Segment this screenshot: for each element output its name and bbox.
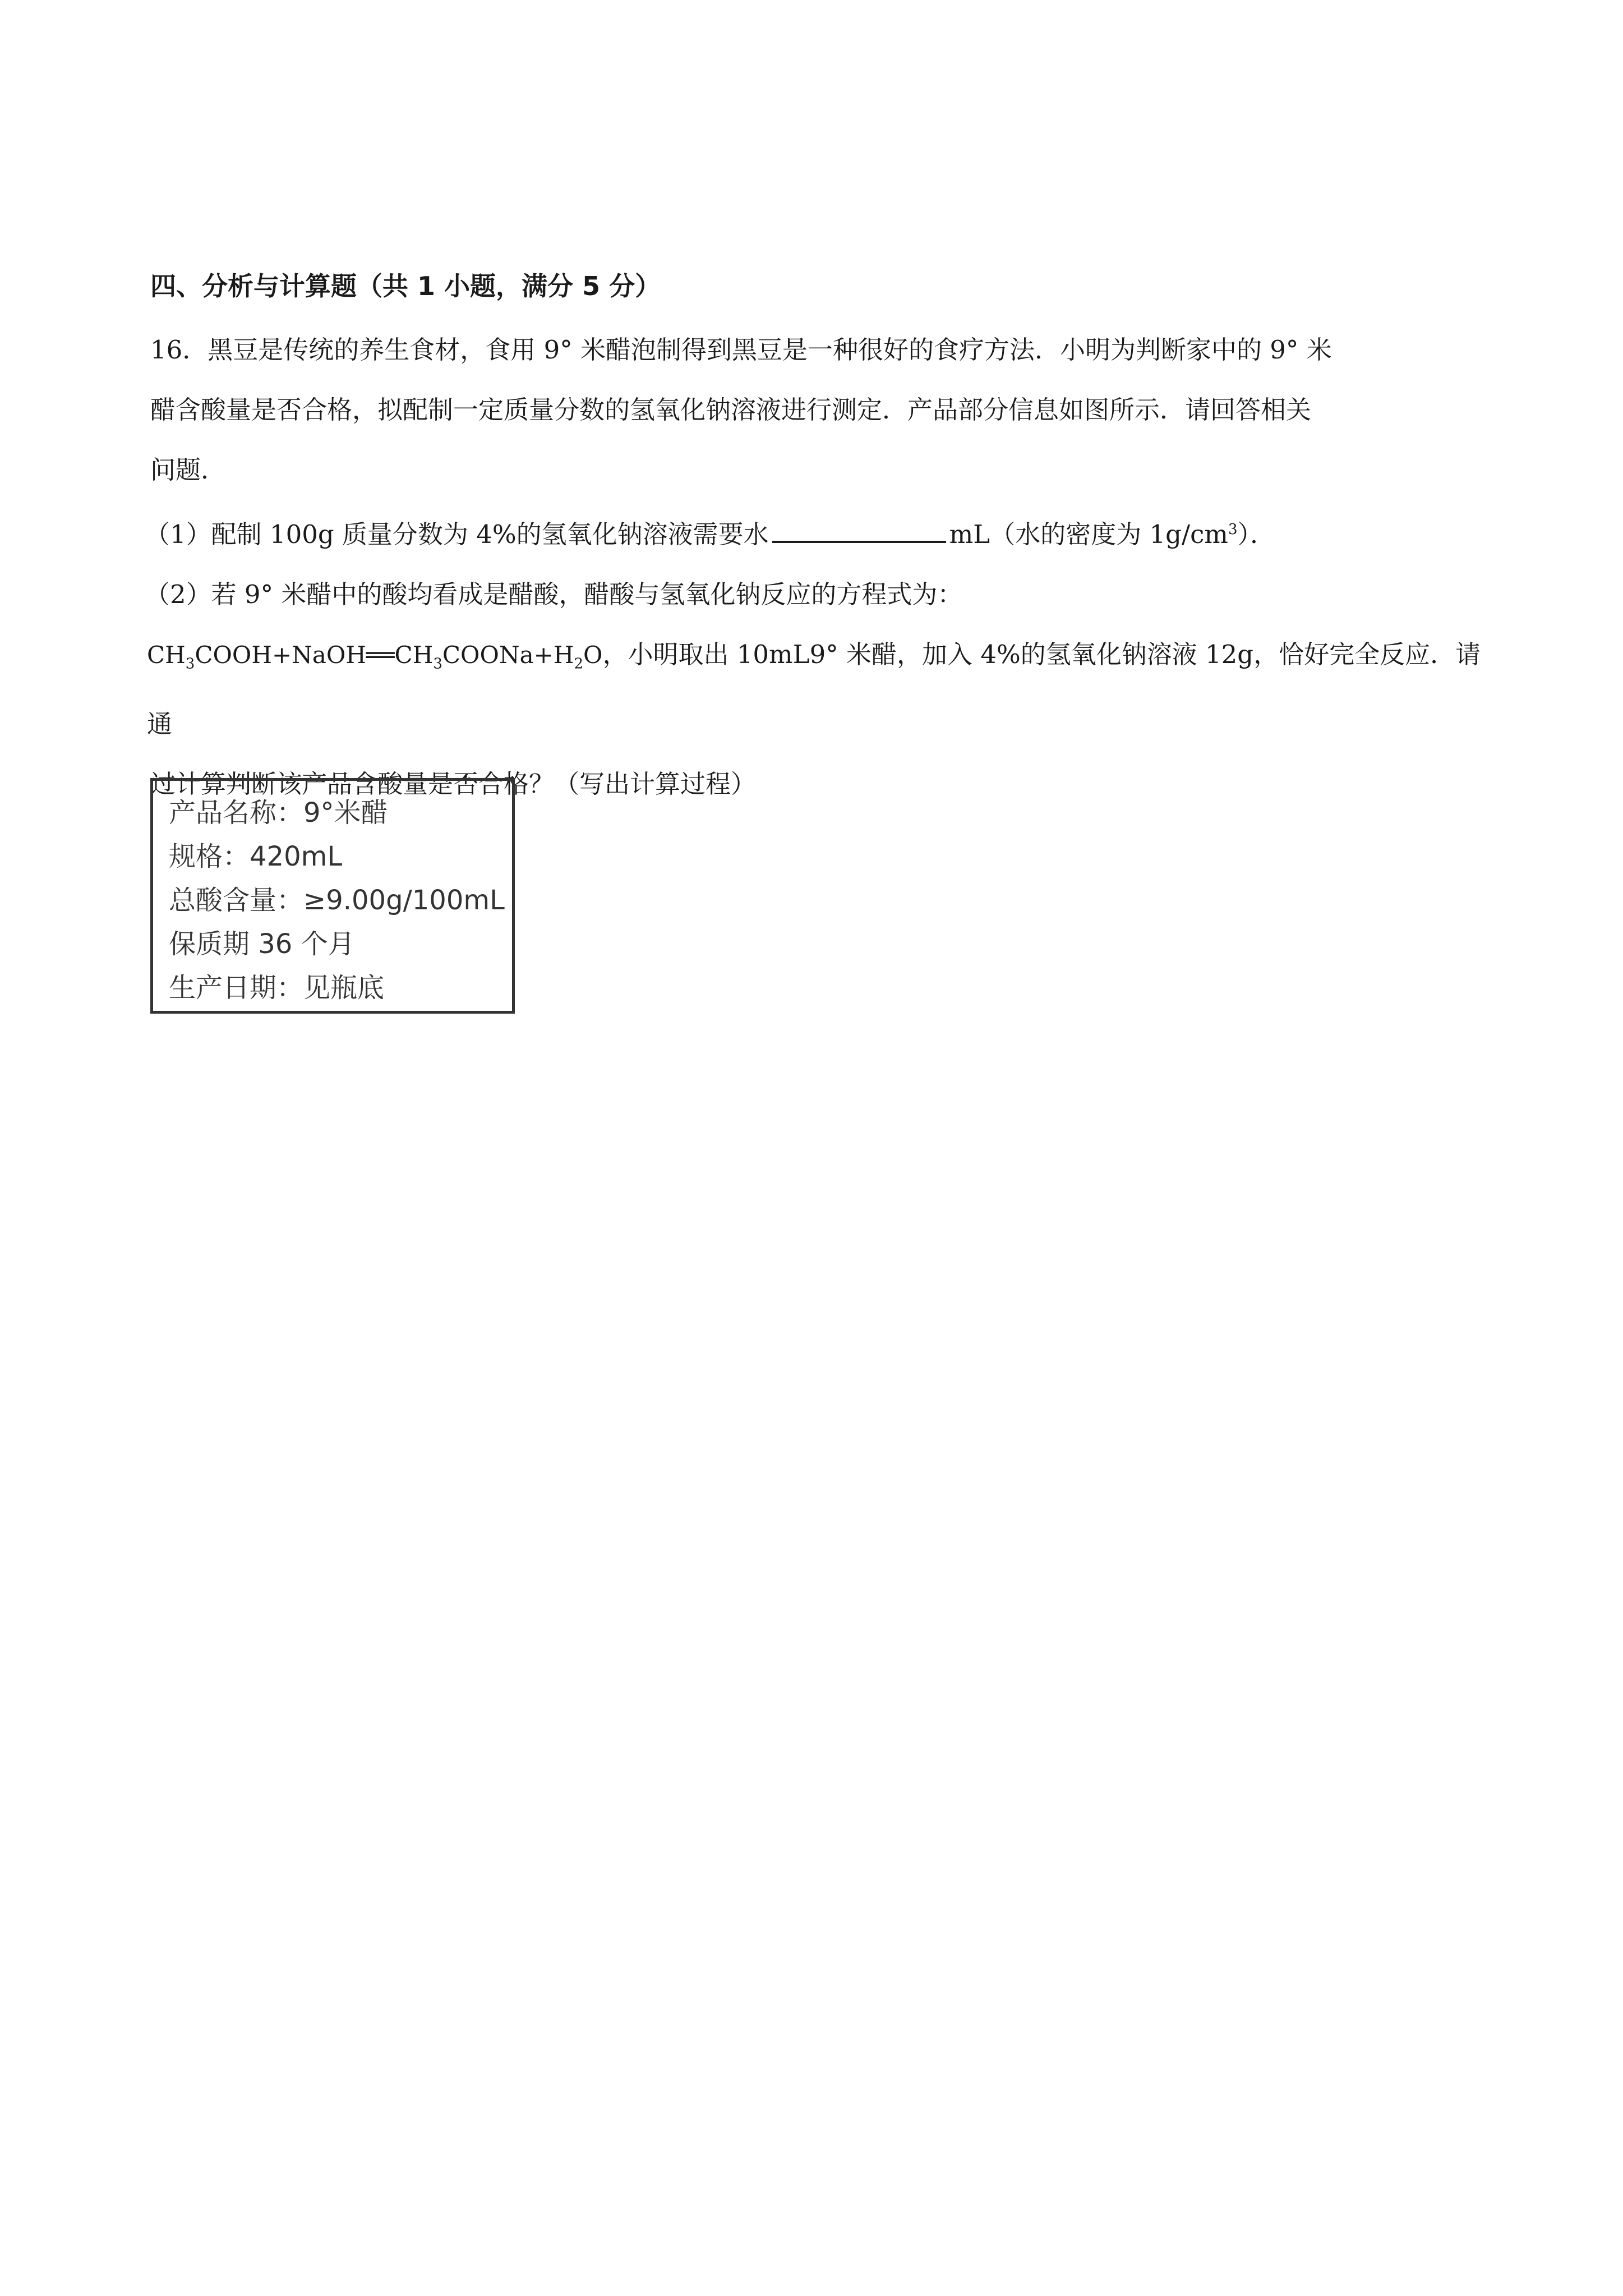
product-label-box bbox=[150, 778, 515, 1014]
formula-subscript: 3 bbox=[185, 655, 195, 673]
part-1-text: （1）配制 100g 质量分数为 4%的氢氧化钠溶液需要水 bbox=[145, 519, 769, 549]
formula-part: O bbox=[583, 641, 603, 669]
question-content bbox=[145, 264, 1491, 814]
formula-part: COOH+NaOH══CH bbox=[195, 641, 434, 669]
question-line-1: 16．黑豆是传统的养生食材，食用 9° 米醋泡制得到黑豆是一种很好的食疗方法．小明为判断家中的 9° 米 bbox=[150, 335, 1332, 365]
label-product-name: 产品名称：9°米醋 bbox=[169, 797, 388, 829]
section-title: 四、分析与计算题（共 1 小题，满分 5 分） bbox=[150, 271, 661, 301]
part-2-line-3: 过计算判断该产品含酸量是否合格？（写出计算过程） bbox=[150, 769, 757, 799]
formula-part: COONa+H bbox=[442, 641, 574, 669]
label-shelf-life: 保质期 36 个月 bbox=[169, 928, 355, 960]
part-1 bbox=[145, 500, 1491, 564]
label-acid-content: 总酸含量：≥9.00g/100mL bbox=[169, 885, 505, 916]
part-2-rest: ，小明取出 10mL9° 米醋，加入 4%的氢氧化钠溶液 12g，恰好完全反应．请通 bbox=[147, 639, 1481, 739]
question-line-2: 醋含酸量是否合格，拟配制一定质量分数的氢氧化钠溶液进行测定．产品部分信息如图所示．请回答相关 bbox=[150, 395, 1312, 425]
part-2-line-1: （2）若 9° 米醋中的酸均看成是醋酸，醋酸与氢氧化钠反应的方程式为： bbox=[145, 579, 963, 609]
question-line-3: 问题． bbox=[150, 455, 227, 485]
label-production-date: 生产日期：见瓶底 bbox=[169, 972, 385, 1004]
formula-subscript: 2 bbox=[574, 655, 584, 673]
reaction-equation bbox=[147, 641, 603, 673]
part-2-line-2 bbox=[147, 624, 1491, 754]
answer-blank[interactable] bbox=[772, 518, 946, 543]
part-1-unit: mL（水的密度为 1g/cm bbox=[949, 519, 1228, 549]
part-1-end: ）． bbox=[1237, 519, 1276, 549]
formula-subscript: 3 bbox=[433, 655, 442, 673]
part-1-superscript: 3 bbox=[1228, 521, 1238, 538]
label-spec: 规格：420mL bbox=[169, 841, 343, 872]
formula-part: CH bbox=[147, 641, 186, 669]
